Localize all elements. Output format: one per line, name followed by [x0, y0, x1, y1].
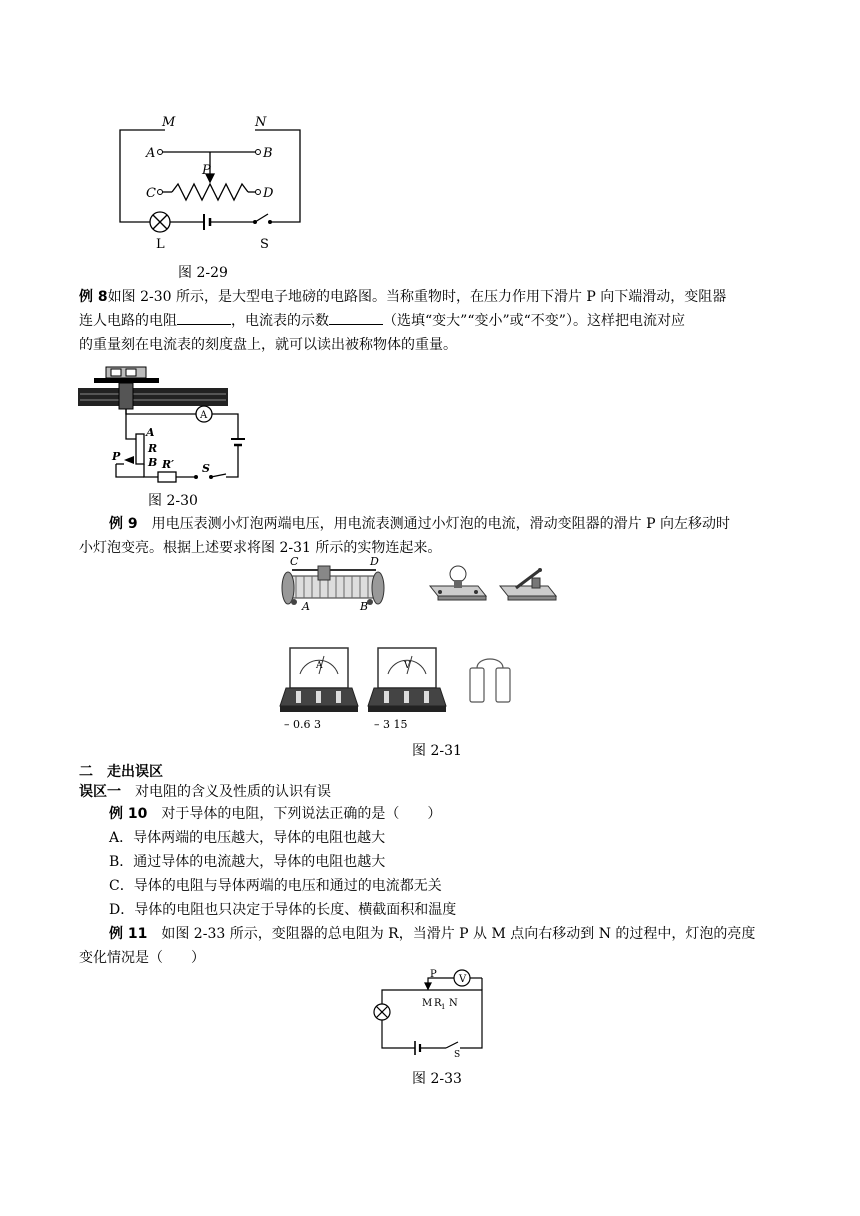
ammeter-face: A: [316, 661, 323, 671]
example-8-line-2: 连人电路的电阻 ，电流表的示数 （选填“变大”“变小”或“不变”）。这样把电流对应: [79, 309, 685, 333]
label-D-231: D: [370, 556, 379, 568]
label-M: M: [162, 115, 176, 130]
label-Rprime-230: R′: [162, 458, 175, 471]
voltmeter-face: V: [404, 661, 411, 671]
label-C-231: C: [290, 556, 299, 568]
voltmeter-terminals: – 3 15: [374, 718, 408, 731]
caption-2-33: 图 2-33: [412, 1071, 462, 1087]
ammeter-symbol: A: [200, 410, 208, 421]
example-10-number: 例 10: [109, 806, 148, 822]
label-M-233: M: [422, 998, 433, 1009]
label-N-233: N: [449, 998, 458, 1009]
lamp-image: [430, 566, 486, 600]
label-R1-subscript: 1: [441, 1003, 446, 1011]
rheostat-image: [282, 556, 384, 613]
battery-image: [470, 659, 510, 702]
misconception-1: 误区一 对电阻的含义及性质的认识有误: [79, 784, 331, 800]
label-S-230: S: [202, 462, 210, 475]
option-c: C．导体的电阻与导体两端的电压和通过的电流都无关: [109, 878, 442, 894]
example-9-line-2: 小灯泡变亮。根据上述要求将图 2-31 所示的实物连起来。: [79, 540, 442, 556]
example-9-number: 例 9: [109, 516, 138, 532]
example-11-line-1: 例 11 如图 2-33 所示，变阻器的总电阻为 R，当滑片 P 从 M 点向右移动到 N 的过程中，灯泡的亮度: [109, 926, 756, 942]
caption-2-31: 图 2-31: [412, 743, 462, 759]
label-R-230: R: [148, 442, 158, 455]
example-8-number: 例 8: [79, 289, 108, 305]
label-B-230: B: [148, 456, 158, 469]
answer-blank-2[interactable]: [329, 310, 383, 325]
label-N: N: [255, 115, 267, 130]
label-R1-233: R: [434, 998, 442, 1009]
label-A-230: A: [146, 426, 155, 439]
answer-blank-1[interactable]: [177, 310, 231, 325]
label-P-230: P: [112, 450, 121, 463]
example-11-line-2: 变化情况是（ ）: [79, 950, 205, 966]
label-L: L: [156, 237, 165, 252]
switch-image: [500, 568, 556, 600]
option-a: A．导体两端的电压越大，导体的电阻也越大: [109, 830, 386, 846]
label-D: D: [263, 186, 274, 201]
figure-2-33: [370, 968, 490, 1058]
option-d: D．导体的电阻也只决定于导体的长度、横截面积和温度: [109, 902, 457, 918]
figure-2-31: [278, 556, 568, 736]
voltmeter-symbol-233: V: [459, 974, 467, 985]
caption-2-30: 图 2-30: [148, 493, 198, 509]
label-P-233: P: [430, 969, 437, 980]
example-10-stem: 例 10 对于导体的电阻，下列说法正确的是（ ）: [109, 806, 442, 822]
label-B: B: [263, 146, 273, 161]
label-S: S: [260, 237, 269, 252]
caption-2-29: 图 2-29: [178, 265, 228, 281]
section-title: 二 走出误区: [79, 764, 163, 780]
label-A-231: A: [302, 600, 310, 613]
option-b: B．通过导体的电流越大，导体的电阻也越大: [109, 854, 386, 870]
example-11-number: 例 11: [109, 926, 148, 942]
figure-2-29: [110, 110, 310, 255]
example-8-line-3: 的重量刻在电流表的刻度盘上，就可以读出被称物体的重量。: [79, 337, 457, 353]
label-P: P: [202, 163, 211, 178]
example-8-line-1: 例 8如图 2-30 所示，是大型电子地磅的电路图。当称重物时，在压力作用下滑片 P 向下端滑动，变阻器: [79, 289, 727, 305]
ammeter-terminals: – 0.6 3: [284, 718, 321, 731]
figure-2-30: [76, 364, 246, 484]
example-9-line-1: 例 9 用电压表测小灯泡两端电压，用电流表测通过小灯泡的电流，滑动变阻器的滑片 P 向左移动时: [109, 516, 730, 532]
voltmeter-image: [368, 648, 446, 731]
ammeter-image: [280, 648, 358, 731]
label-C: C: [146, 186, 156, 201]
label-S-233: S: [454, 1050, 461, 1058]
label-A: A: [146, 146, 156, 161]
label-B-231: B: [360, 600, 369, 613]
